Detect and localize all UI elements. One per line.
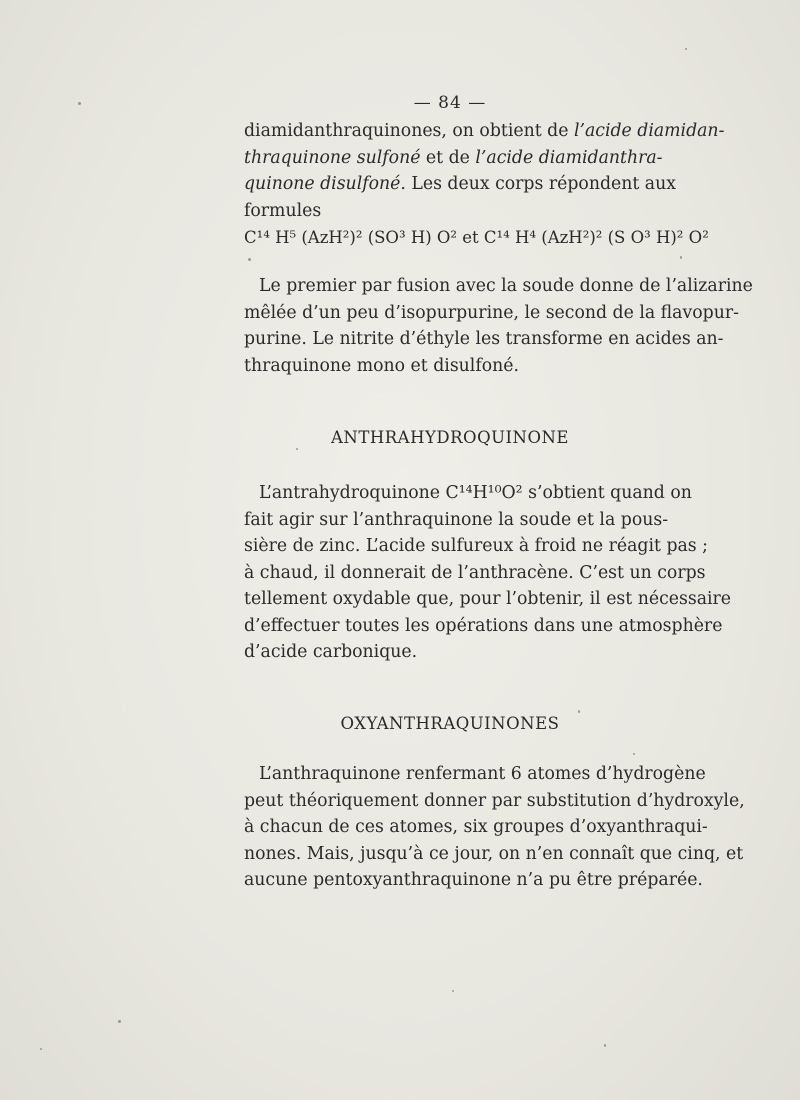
italic-text-segment: quinone disulfoné. <box>244 174 406 194</box>
text-line <box>244 198 656 225</box>
text-line: sière de zinc. L’acide sulfureux à froid ne réagit pas ; <box>244 536 708 556</box>
text-line <box>244 145 663 172</box>
text-segment: formules <box>244 200 322 221</box>
page-number: — 84 — <box>413 93 487 113</box>
paper-speck <box>296 448 298 450</box>
chemical-formula: C¹⁴ H⁵ (AzH²)² (SO³ H) O² et C¹⁴ H⁴ (AzH²)² (S O³ H)² O² <box>244 228 709 247</box>
italic-text-segment: l’acide diamidanthra- <box>475 147 663 168</box>
text-line: fait agir sur l’anthraquinone la soude et la pous- <box>244 509 669 530</box>
paper-speck <box>78 102 81 105</box>
text-line: d’acide carbonique. <box>244 642 418 662</box>
paper-speck <box>118 1020 121 1023</box>
text-line: Le premier par fusion avec la soude donne de l’alizarine <box>259 276 753 296</box>
section-heading-anthrahydroquinone: ANTHRAHYDROQUINONE <box>331 428 569 447</box>
paragraph-diamidanthraquinones <box>244 118 725 224</box>
text-line: nones. Mais, jusqu’à ce jour, on n’en connaît que cinq, et <box>244 843 744 864</box>
text-line: à chaud, il donnerait de l’anthracène. C’est un corps <box>244 562 706 583</box>
text-line: d’effectuer toutes les opérations dans une atmosphère <box>244 615 723 636</box>
paper-speck <box>633 753 635 755</box>
text-line: mêlée d’un peu d’isopurpurine, le second de la flavopur- <box>244 302 739 323</box>
paper-speck <box>40 1048 42 1050</box>
text-line: thraquinone mono et disulfoné. <box>244 355 519 376</box>
paper-speck <box>248 258 251 261</box>
paper-speck <box>685 48 687 50</box>
italic-text-segment: l’acide diamidan- <box>573 121 725 141</box>
text-line: L’anthraquinone renfermant 6 atomes d’hydrogène <box>259 764 706 784</box>
paper-speck <box>578 710 580 713</box>
paragraph-fusion <box>244 273 753 379</box>
text-line: L’antrahydroquinone C¹⁴H¹⁰O² s’obtient quand on <box>259 483 692 503</box>
text-segment: et de <box>420 147 476 168</box>
section-heading-oxyanthraquinones: OXYANTHRAQUINONES <box>340 714 560 733</box>
paper-speck <box>604 1044 606 1047</box>
text-segment: diamidanthraquinones, on obtient de <box>244 121 574 141</box>
paragraph-oxyanthraquinones <box>244 761 745 894</box>
paragraph-anthrahydroquinone <box>244 480 732 666</box>
italic-text-segment: thraquinone sulfoné <box>244 147 421 168</box>
text-line: à chacun de ces atomes, six groupes d’oxyanthraqui- <box>244 817 708 837</box>
text-segment: Les deux corps répondent aux <box>405 174 676 194</box>
text-line: tellement oxydable que, pour l’obtenir, il est nécessaire <box>244 589 732 609</box>
text-line: aucune pentoxyanthraquinone n’a pu être préparée. <box>244 870 703 890</box>
text-line <box>244 118 725 145</box>
text-line: purine. Le nitrite d’éthyle les transforme en acides an- <box>244 329 724 349</box>
paper-speck <box>452 990 454 992</box>
text-line <box>244 171 676 198</box>
text-line: peut théoriquement donner par substitution d’hydroxyle, <box>244 790 745 811</box>
paper-speck <box>680 256 682 259</box>
